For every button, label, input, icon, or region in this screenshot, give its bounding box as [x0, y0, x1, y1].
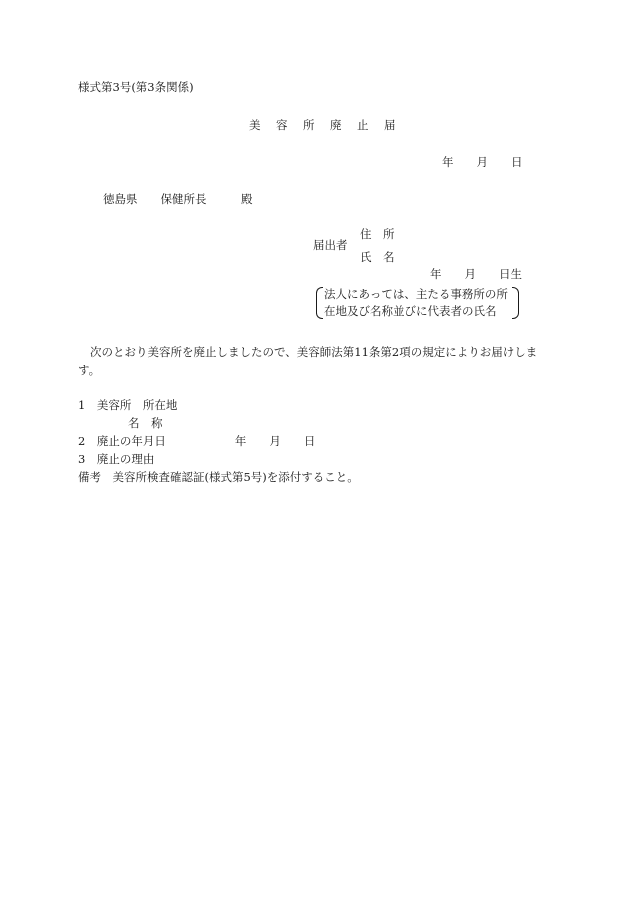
body-paragraph: 次のとおり美容所を廃止しましたので、美容師法第11条第2項の規定によりお届けします。: [78, 345, 538, 377]
applicant-label: 届出者: [313, 238, 348, 252]
birth-date-line: 年 月 日生: [430, 267, 522, 281]
corporation-note-line1: 法人にあっては、主たる事務所の所: [324, 287, 508, 301]
name-label: 氏 名: [360, 250, 395, 264]
addressee: 徳島県 保健所長 殿: [103, 192, 253, 206]
address-label: 住 所: [360, 227, 395, 241]
left-bracket: [316, 287, 323, 319]
item-salon-name: 名 称: [128, 416, 163, 430]
submission-date-line: 年 月 日: [442, 155, 523, 169]
item-closure-date: 2 廃止の年月日 年 月 日: [78, 434, 316, 448]
corporation-note-line2: 在地及び名称並びに代表者の氏名: [324, 304, 497, 318]
form-number: 様式第3号(第3条関係): [78, 80, 194, 94]
item-closure-reason: 3 廃止の理由: [78, 452, 155, 466]
remarks: 備考 美容所検査確認証(様式第5号)を添付すること。: [78, 470, 359, 484]
right-bracket: [512, 287, 519, 319]
corporation-note: [316, 285, 519, 321]
document-title: 美 容 所 廃 止 届: [249, 118, 398, 132]
item-salon-location: 1 美容所 所在地: [78, 398, 178, 412]
